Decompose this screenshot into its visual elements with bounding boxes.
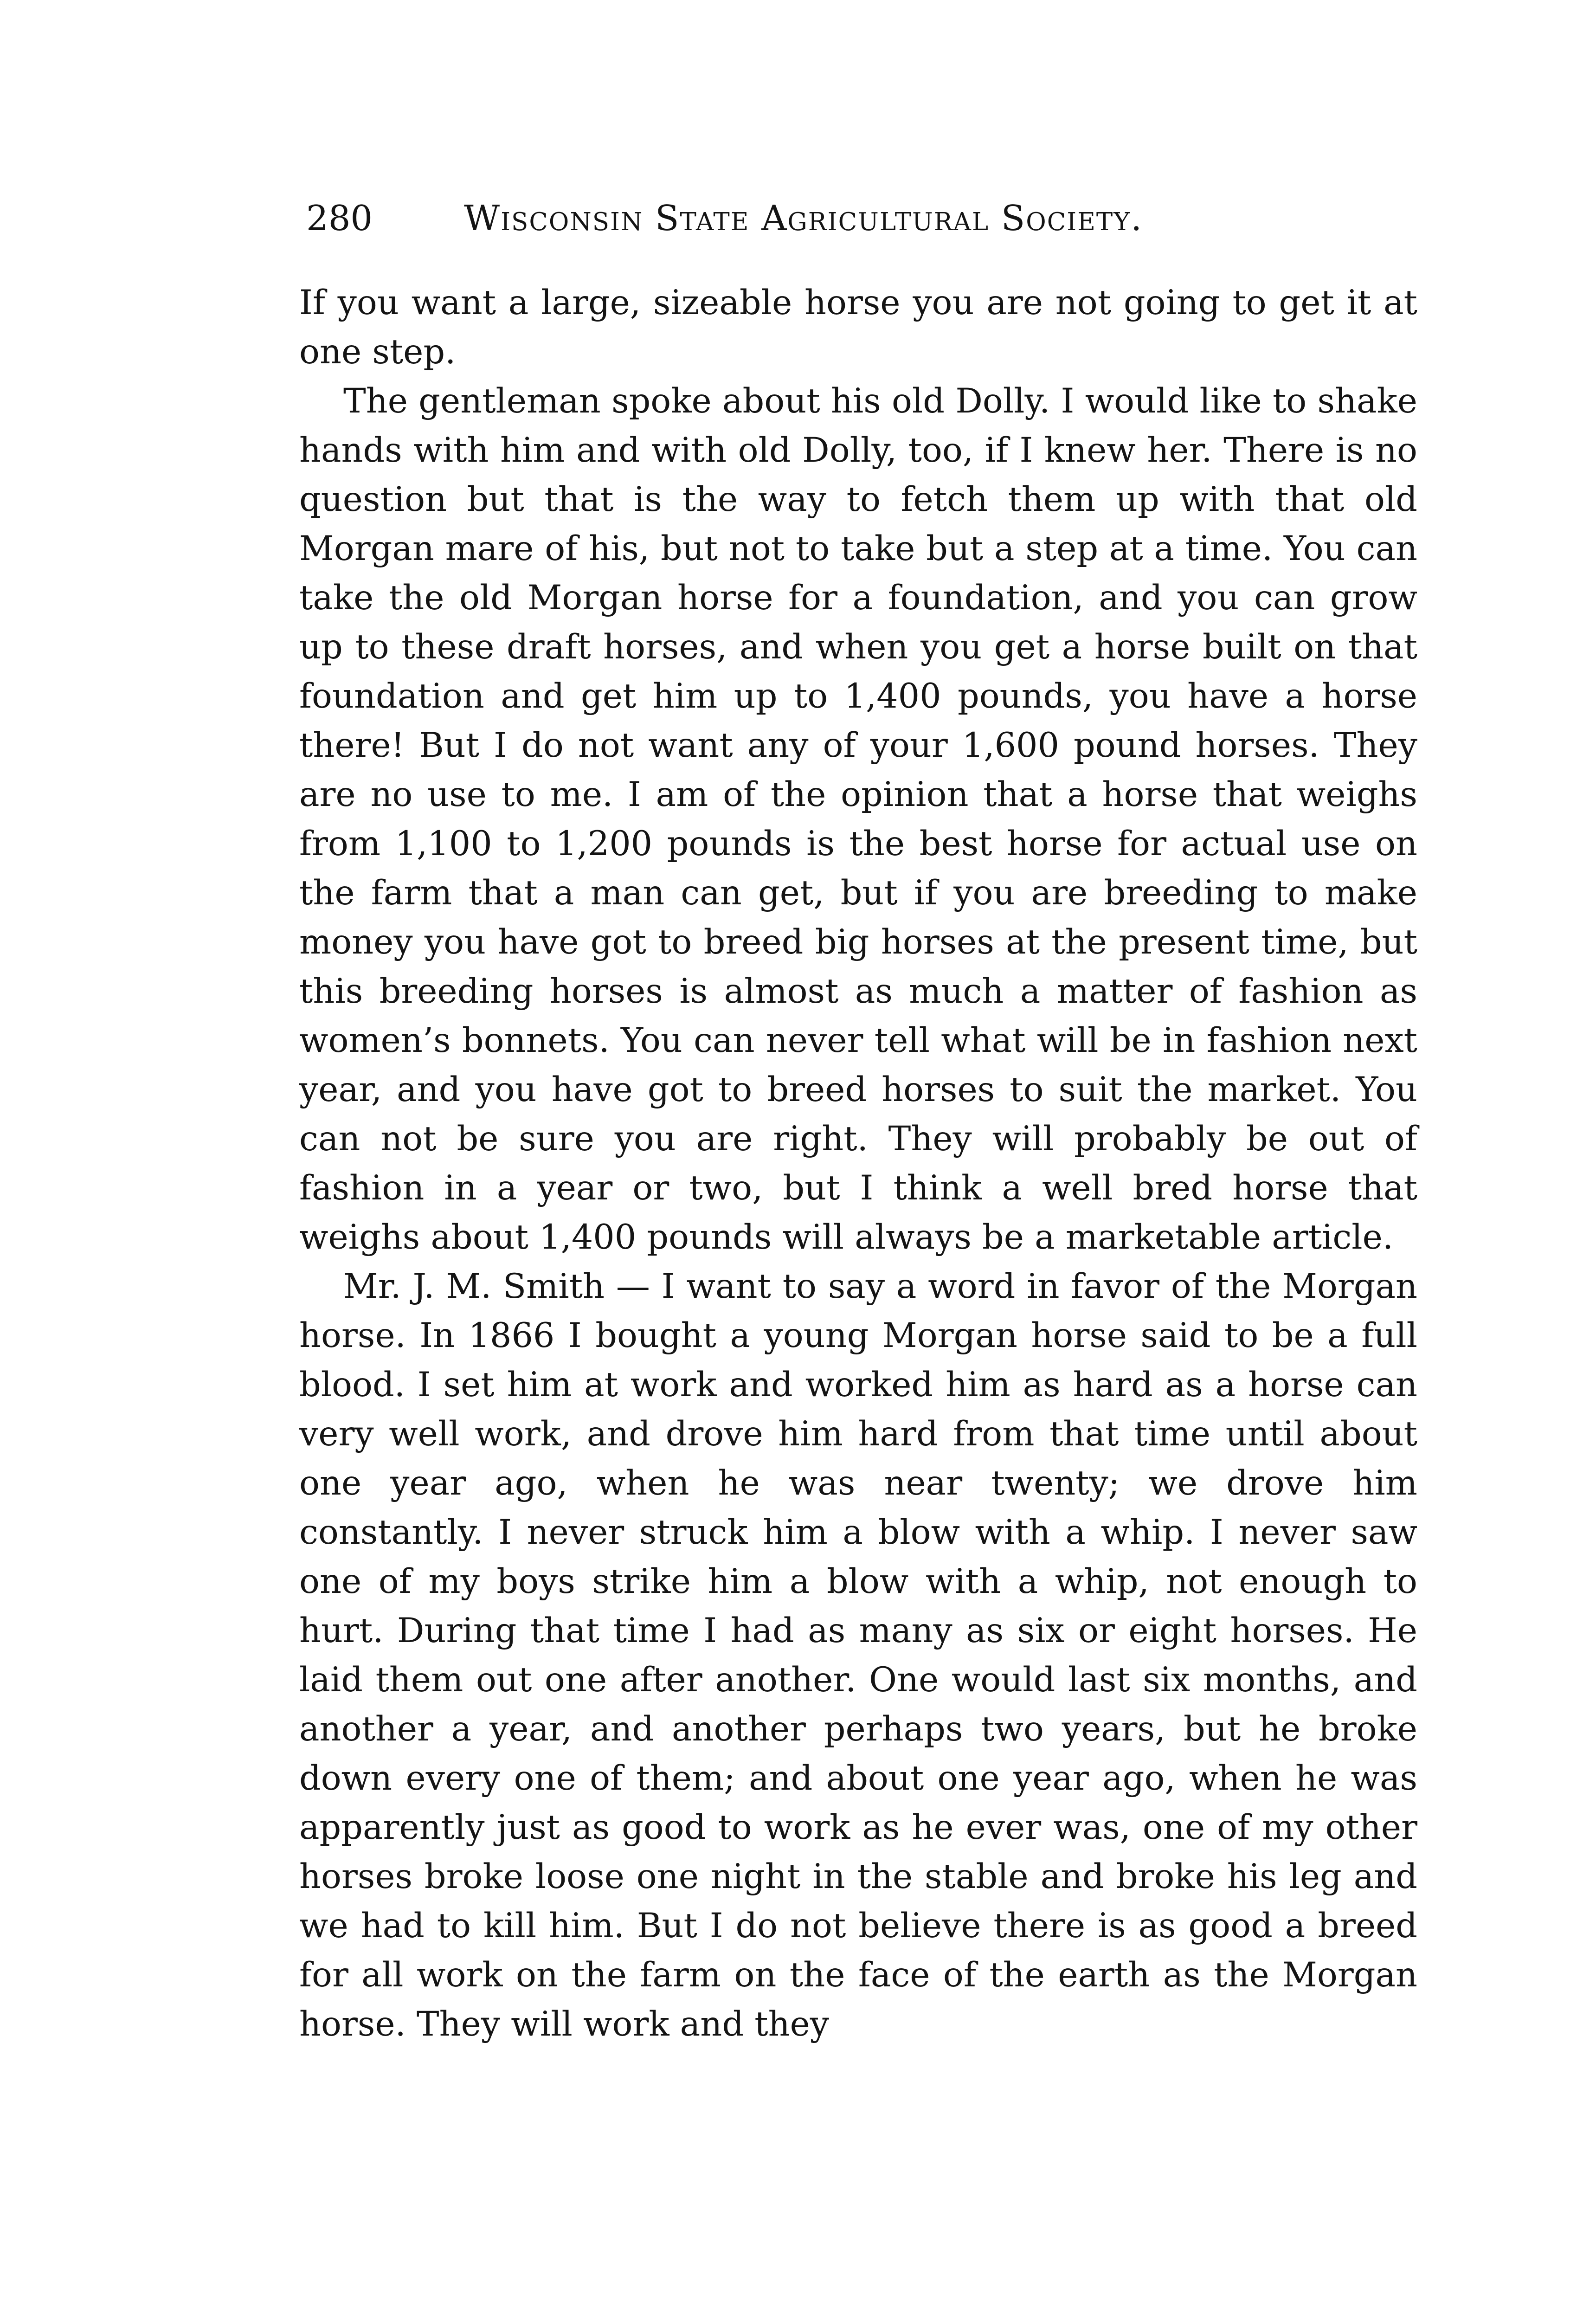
- running-header: [306, 183, 1274, 253]
- body-text: [299, 278, 1417, 2049]
- paragraph: The gentleman spoke about his old Dolly. I would like to shake hands with him and with old Dolly, too, if I knew her. There is no question but that is the way to fetch them up with that old Morgan mare of his, but not to take but a step at a time. You can take the old Morgan horse for a foundation, and you can grow up to these draft horses, and when you get a horse built on that foundation and get him up to 1,400 pounds, you have a horse there! But I do not want any of your 1,600 pound horses. They are no use to me. I am of the opinion that a horse that weighs from 1,100 to 1,200 pounds is the best horse for actual use on the farm that a man can get, but if you are breeding to make money you have got to breed big horses at the present time, but this breeding horses is almost as much a matter of fashion as women’s bonnets. You can never tell what will be in fashion next year, and you have got to breed horses to suit the market. You can not be sure you are right. They will probably be out of fashion in a year or two, but I think a well bred horse that weighs about 1,400 pounds will always be a marketable article.: [299, 381, 1417, 1257]
- running-title: Wisconsin State Agricultural Society.: [464, 198, 1143, 238]
- page-number: 280: [306, 198, 373, 238]
- paragraph: If you want a large, sizeable horse you are not going to get it at one step.: [299, 283, 1417, 372]
- paragraph: Mr. J. M. Smith — I want to say a word in favor of the Morgan horse. In 1866 I bought a young Morgan horse said to be a full blood. I set him at work and worked him as hard as a horse can very well work, and drove him hard from that time until about one year ago, when he was near twenty; we drove him constantly. I never struck him a blow with a whip. I never saw one of my boys strike him a blow with a whip, not enough to hurt. During that time I had as many as six or eight horses. He laid them out one after another. One would last six months, and another a year, and another perhaps two years, but he broke down every one of them; and about one year ago, when he was apparently just as good to work as he ever was, one of my other horses broke loose one night in the stable and broke his leg and we had to kill him. But I do not believe there is as good a breed for all work on the farm on the face of the earth as the Morgan horse. They will work and they: [299, 1267, 1417, 2044]
